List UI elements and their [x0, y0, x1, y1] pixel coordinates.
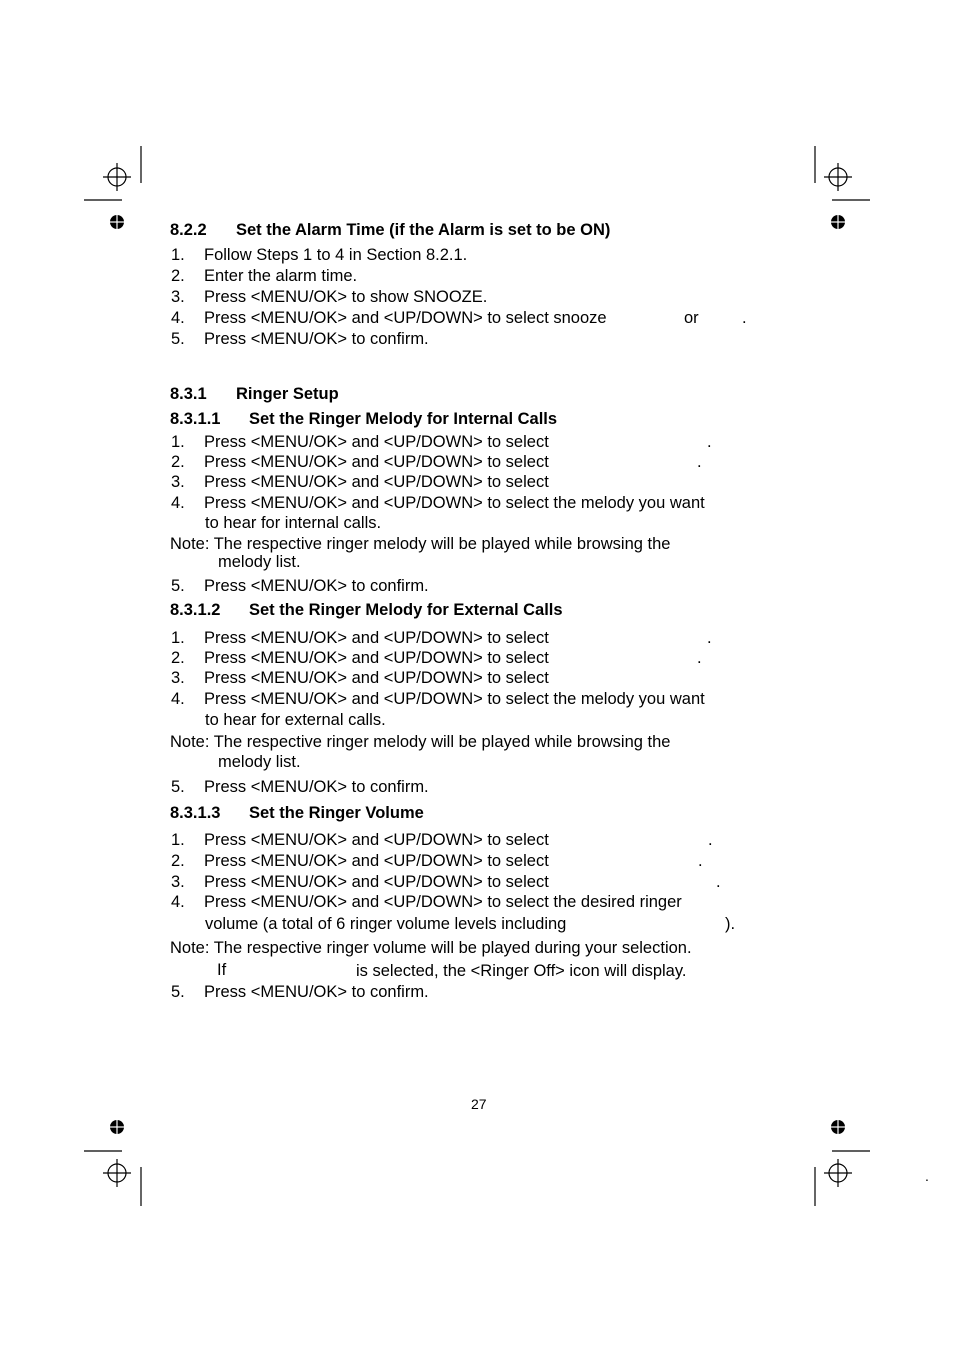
step-text-end: .: [697, 649, 702, 667]
subsection-number: 8.3.1.1: [170, 410, 221, 428]
step-number: 3.: [171, 473, 185, 491]
step-text: Press <MENU/OK> and <UP/DOWN> to select the desired ringer: [204, 893, 682, 911]
step-text: Press <MENU/OK> to confirm.: [204, 577, 429, 595]
note-text-cont: melody list.: [218, 553, 301, 571]
step-number: 2.: [171, 852, 185, 870]
step-text: Press <MENU/OK> and <UP/DOWN> to select the melody you want: [204, 494, 705, 512]
step-text-end: .: [698, 852, 703, 870]
step-number: 4.: [171, 494, 185, 512]
step-number: 3.: [171, 873, 185, 891]
stray-dot: .: [925, 1168, 929, 1184]
step-text: Press <MENU/OK> and <UP/DOWN> to select: [204, 473, 549, 491]
registration-mark-icon: [824, 163, 852, 191]
note-text-cont: melody list.: [218, 753, 301, 771]
step-text-tail: or: [684, 309, 699, 327]
step-number: 3.: [171, 669, 185, 687]
step-text: Press <MENU/OK> and <UP/DOWN> to select: [204, 649, 549, 667]
step-number: 2.: [171, 649, 185, 667]
note-text-cont: is selected, the <Ringer Off> icon will display.: [356, 962, 687, 980]
subsection-title: Set the Ringer Melody for External Calls: [249, 601, 563, 619]
step-number: 1.: [171, 433, 185, 451]
step-text-end: ).: [725, 915, 736, 933]
step-number: 5.: [171, 330, 185, 348]
step-number: 3.: [171, 288, 185, 306]
step-text: Press <MENU/OK> and <UP/DOWN> to select snooze: [204, 309, 607, 327]
step-text: Press <MENU/OK> and <UP/DOWN> to select: [204, 852, 549, 870]
note-text: Note: The respective ringer volume will be played during your selection.: [170, 939, 692, 957]
step-text-cont: volume (a total of 6 ringer volume levels including: [205, 915, 567, 933]
registration-mark-icon: [824, 1159, 852, 1187]
step-text-end: .: [707, 629, 712, 647]
section-number: 8.3.1: [170, 385, 207, 403]
step-text: Press <MENU/OK> to confirm.: [204, 330, 429, 348]
step-text: Press <MENU/OK> and <UP/DOWN> to select: [204, 669, 549, 687]
step-text: Press <MENU/OK> and <UP/DOWN> to select: [204, 831, 549, 849]
page-number: 27: [471, 1096, 487, 1112]
step-number: 2.: [171, 267, 185, 285]
crop-dot-icon: [110, 1120, 124, 1134]
step-number: 1.: [171, 831, 185, 849]
step-text-cont: to hear for internal calls.: [205, 514, 382, 532]
step-text: Follow Steps 1 to 4 in Section 8.2.1.: [204, 246, 468, 264]
step-text: Press <MENU/OK> to confirm.: [204, 778, 429, 796]
step-text-end: .: [708, 831, 713, 849]
step-text: Press <MENU/OK> and <UP/DOWN> to select the melody you want: [204, 690, 705, 708]
step-text-end: .: [697, 453, 702, 471]
step-text: Press <MENU/OK> and <UP/DOWN> to select: [204, 453, 549, 471]
step-number: 1.: [171, 629, 185, 647]
step-text-end: .: [707, 433, 712, 451]
step-text: Enter the alarm time.: [204, 267, 358, 285]
step-number: 5.: [171, 577, 185, 595]
step-number: 4.: [171, 690, 185, 708]
subsection-number: 8.3.1.2: [170, 601, 221, 619]
step-number: 2.: [171, 453, 185, 471]
crop-dot-icon: [110, 215, 124, 229]
note-text: Note: The respective ringer melody will be played while browsing the: [170, 733, 671, 751]
step-text-end: .: [742, 309, 747, 327]
subsection-title: Set the Ringer Melody for Internal Calls: [249, 410, 558, 428]
step-text: Press <MENU/OK> and <UP/DOWN> to select: [204, 629, 549, 647]
step-text-cont: to hear for external calls.: [205, 711, 386, 729]
section-title: Set the Alarm Time (if the Alarm is set to be ON): [236, 221, 611, 239]
crop-dot-icon: [831, 215, 845, 229]
step-text-end: .: [716, 873, 721, 891]
registration-mark-icon: [103, 1159, 131, 1187]
step-text: Press <MENU/OK> and <UP/DOWN> to select: [204, 873, 549, 891]
step-text: Press <MENU/OK> to show SNOOZE.: [204, 288, 488, 306]
section-number: 8.2.2: [170, 221, 207, 239]
step-number: 5.: [171, 778, 185, 796]
crop-dot-icon: [831, 1120, 845, 1134]
step-number: 4.: [171, 893, 185, 911]
step-number: 5.: [171, 983, 185, 1001]
subsection-number: 8.3.1.3: [170, 804, 221, 822]
note-text-cont: If: [217, 961, 227, 979]
section-title: Ringer Setup: [236, 385, 339, 403]
step-text: Press <MENU/OK> to confirm.: [204, 983, 429, 1001]
registration-mark-icon: [103, 163, 131, 191]
step-number: 1.: [171, 246, 185, 264]
subsection-title: Set the Ringer Volume: [249, 804, 424, 822]
step-text: Press <MENU/OK> and <UP/DOWN> to select: [204, 433, 549, 451]
step-number: 4.: [171, 309, 185, 327]
note-text: Note: The respective ringer melody will be played while browsing the: [170, 535, 671, 553]
